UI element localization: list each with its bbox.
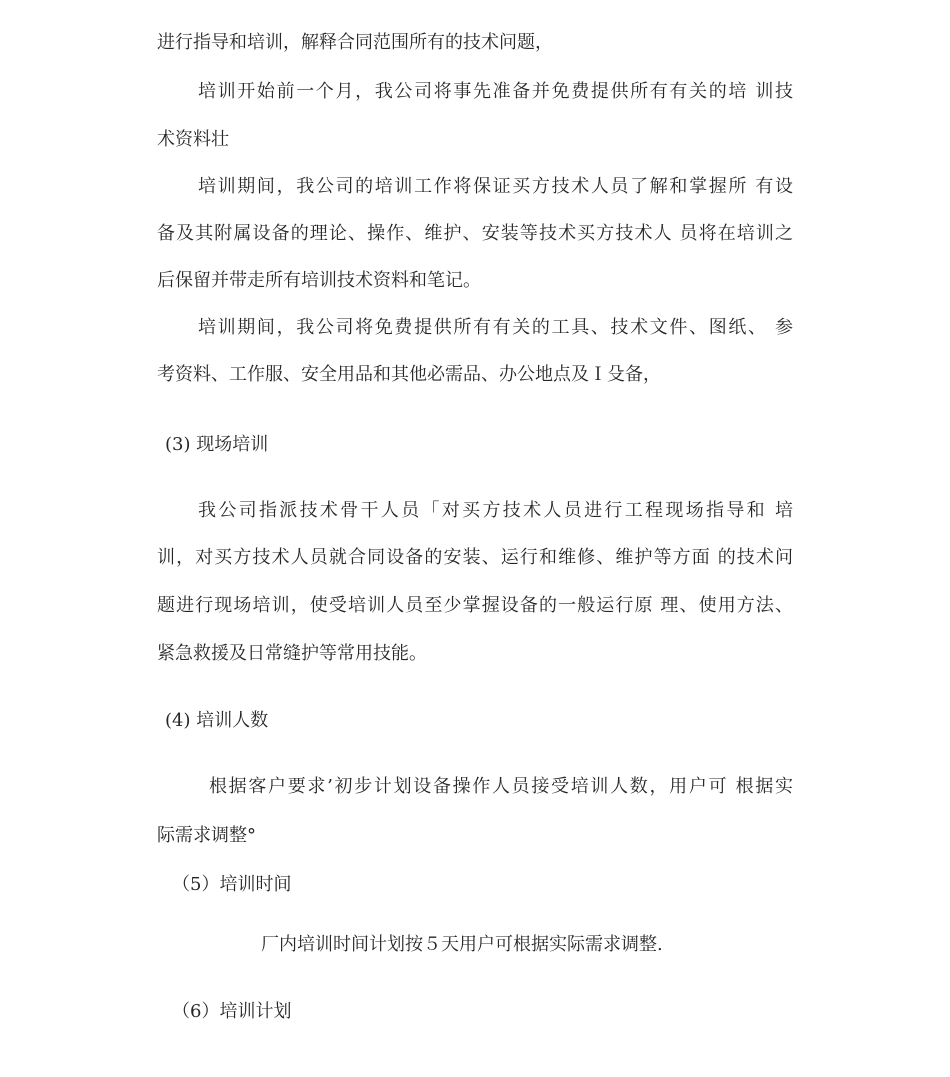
- paragraph-line: 培训期间，我公司将免费提供所有有关的工具、技术文件、图纸、 参: [198, 317, 793, 338]
- paragraph-line: 我公司指派技术骨干人员「对买方技术人员进行工程现场指导和 培: [198, 500, 793, 521]
- paragraph-line: 际需求调整°: [157, 825, 256, 846]
- paragraph-line: 厂内培训时间计划按５天用户可根据实际需求调整.: [261, 934, 663, 955]
- paragraph-line: 培训期间，我公司的培训工作将保证买方技术人员了解和掌握所 有设: [198, 176, 793, 197]
- section-heading-3: (3) 现场培训: [165, 434, 269, 455]
- paragraph-line: 题进行现场培训，使受培训人员至少掌握设备的一般运行原 理、使用方法、: [157, 595, 793, 616]
- paragraph-line: 进行指导和培训，解释合同范围所有的技术问题，: [157, 32, 553, 53]
- section-heading-4: (4) 培训人数: [165, 710, 269, 731]
- paragraph-line: 培训开始前一个月，我公司将事先准备并免费提供所有有关的培 训技: [198, 81, 793, 102]
- section-heading-6: （6）培训计划: [172, 1001, 292, 1022]
- paragraph-line: 紧急救援及日常缝护等常用技能。: [157, 643, 427, 664]
- paragraph-line: 后保留并带走所有培训技术资料和笔记。: [157, 270, 481, 291]
- paragraph-line: 术资料壮: [157, 129, 229, 150]
- paragraph-line: 备及其附属设备的理论、操作、维护、安装等技术买方技术人 员将在培训之: [157, 223, 793, 244]
- paragraph-line: 训，对买方技术人员就合同设备的安装、运行和维修、维护等方面 的技术问: [157, 547, 793, 568]
- paragraph-line: 考资料、工作服、安全用品和其他必需品、办公地点及Ｉ殳备，: [157, 364, 661, 385]
- section-heading-5: （5）培训时间: [172, 874, 292, 895]
- paragraph-line: 根据客户要求’初步计划设备操作人员接受培训人数，用户可 根据实: [209, 776, 793, 797]
